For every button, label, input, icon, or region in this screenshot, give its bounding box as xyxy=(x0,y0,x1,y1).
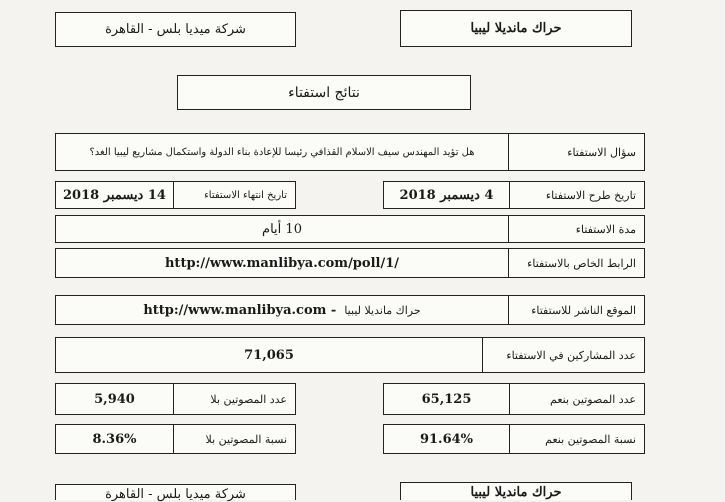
yes-count-label xyxy=(509,384,644,414)
no-count-row xyxy=(55,383,296,415)
start-date-value-text: 4 ديسمبر 2018 xyxy=(399,187,494,203)
duration-label xyxy=(508,216,644,242)
publisher-label xyxy=(508,296,644,324)
participants-label-text: عدد المشاركين في الاستفتاء xyxy=(506,348,636,362)
poll-link[interactable]: http://www.manlibya.com/poll/1/ xyxy=(164,255,399,271)
end-date-value xyxy=(56,182,173,208)
participants-value xyxy=(56,338,482,372)
yes-pct-value-text: 91.64% xyxy=(419,431,474,447)
end-date-value-text: 14 ديسمبر 2018 xyxy=(63,187,166,203)
footer-org-left-text: شركة ميديا بلس - القاهرة xyxy=(105,487,246,502)
end-date-label xyxy=(173,182,295,208)
yes-pct-label-text: نسبة المصوتين بنعم xyxy=(545,432,636,446)
question-label xyxy=(508,134,644,170)
yes-count-value xyxy=(384,384,509,414)
header-org-left-text: شركة ميديا بلس - القاهرة xyxy=(105,22,246,37)
yes-pct-label xyxy=(509,425,644,453)
start-date-label xyxy=(509,182,644,208)
publisher-url[interactable]: http://www.manlibya.com - xyxy=(143,302,337,318)
no-pct-value-text: 8.36% xyxy=(92,431,137,447)
start-date-value xyxy=(384,182,509,208)
link-label-text: الرابط الخاص بالاستفتاء xyxy=(527,256,636,270)
question-value-text: هل تؤيد المهندس سيف الاسلام القذافي رئيسا للإعادة بناء الدولة واستكمال مشاريع ليبيا الغد؟ xyxy=(89,146,475,158)
start-date-label-text: تاريخ طرح الاستفتاء xyxy=(545,188,636,202)
end-date-label-text: تاريخ انتهاء الاستفتاء xyxy=(204,189,287,201)
footer-org-right-text: حراك مانديلا ليبيا xyxy=(470,485,562,500)
yes-count-label-text: عدد المصوتين بنعم xyxy=(550,392,636,406)
no-pct-row xyxy=(55,424,296,454)
yes-pct-value xyxy=(384,425,509,453)
header-org-right-text: حراك مانديلا ليبيا xyxy=(470,21,562,36)
yes-pct-row xyxy=(383,424,645,454)
header-org-left xyxy=(55,12,296,47)
publisher-label-text: الموقع الناشر للاستفتاء xyxy=(531,303,636,317)
duration-value-text: 10 أيام xyxy=(262,221,302,237)
participants-value-text: 71,065 xyxy=(244,347,294,363)
question-row xyxy=(55,133,645,171)
link-value[interactable] xyxy=(56,249,508,277)
no-count-label xyxy=(173,384,295,414)
footer-org-left xyxy=(55,484,296,500)
footer-org-right xyxy=(400,482,632,500)
end-date-row xyxy=(55,181,296,209)
publisher-row xyxy=(55,295,645,325)
yes-count-row xyxy=(383,383,645,415)
no-count-label-text: عدد المصوتين بلا xyxy=(210,392,287,406)
start-date-row xyxy=(383,181,645,209)
participants-row xyxy=(55,337,645,373)
page-title xyxy=(177,75,471,110)
header-org-right xyxy=(400,10,632,47)
duration-row xyxy=(55,215,645,243)
no-count-value-text: 5,940 xyxy=(94,391,135,407)
link-row xyxy=(55,248,645,278)
question-value xyxy=(56,134,508,170)
no-pct-label-text: نسبة المصوتين بلا xyxy=(205,432,287,446)
question-label-text: سؤال الاستفتاء xyxy=(567,145,636,159)
no-pct-label xyxy=(173,425,295,453)
duration-label-text: مدة الاستفتاء xyxy=(575,222,636,236)
participants-label xyxy=(482,338,644,372)
publisher-name: حراك مانديلا ليبيا xyxy=(344,303,421,317)
page-title-text: نتائج استفتاء xyxy=(288,84,360,101)
publisher-value xyxy=(56,296,508,324)
no-count-value xyxy=(56,384,173,414)
link-label xyxy=(508,249,644,277)
duration-value xyxy=(56,216,508,242)
no-pct-value xyxy=(56,425,173,453)
yes-count-value-text: 65,125 xyxy=(421,391,472,407)
